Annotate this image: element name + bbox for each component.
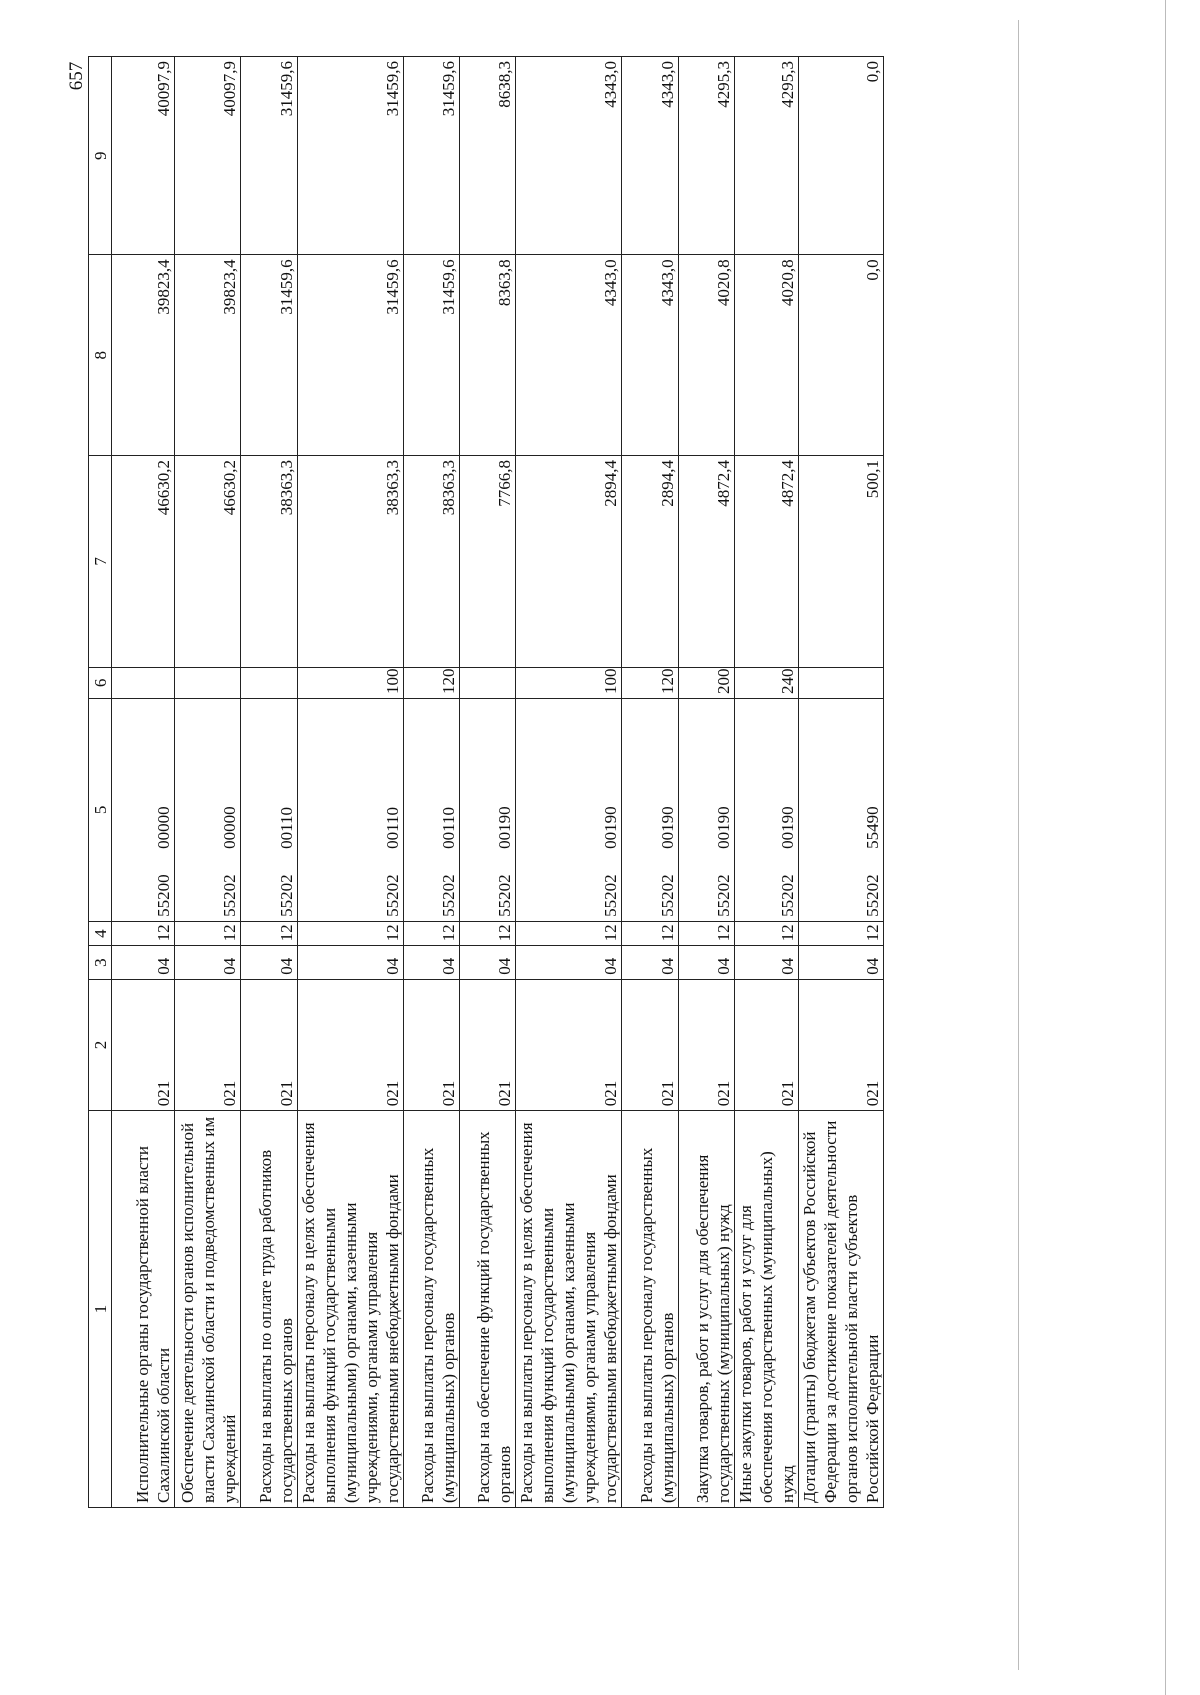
code-expense-type-cell [112, 667, 175, 698]
amount-col9-cell: 40097,9 [112, 57, 175, 255]
amount-col7-cell: 46630,2 [112, 456, 175, 668]
code-section-cell: 04 [460, 946, 516, 979]
code-section-cell: 04 [799, 946, 884, 979]
code-ministry-cell: 021 [460, 979, 516, 1111]
amount-col9-cell: 4295,3 [735, 57, 799, 255]
code-expense-type-cell: 240 [735, 667, 799, 698]
code-ministry-cell: 021 [175, 979, 241, 1111]
code-target-part-b: 00190 [714, 806, 733, 849]
code-expense-type-cell [241, 667, 298, 698]
scan-artifact-line [1018, 20, 1019, 1670]
amount-col9-cell: 4295,3 [679, 57, 735, 255]
amount-col7-cell: 7766,8 [460, 456, 516, 668]
code-section-cell: 04 [298, 946, 404, 979]
code-ministry-cell: 021 [622, 979, 679, 1111]
code-target-cell [622, 698, 679, 921]
scan-artifact-line [1165, 0, 1166, 1695]
code-target-part-a: 55202 [277, 874, 296, 917]
code-section-cell: 04 [241, 946, 298, 979]
row-name-cell: Дотации (гранты) бюджетам субъектов Российской Федерации за достижение показателей деятельности органов исполнительной власти субъектов Российской Федерации [799, 1111, 884, 1508]
amount-col9-cell: 40097,9 [175, 57, 241, 255]
table-row [622, 57, 679, 1508]
amount-col7-cell: 38363,3 [298, 456, 404, 668]
table-row [175, 57, 241, 1508]
row-name-cell: Закупка товаров, работ и услуг для обеспечения государственных (муниципальных) нужд [679, 1111, 735, 1508]
amount-col8-cell: 39823,4 [112, 255, 175, 456]
amount-col7-cell: 4872,4 [679, 456, 735, 668]
code-target-cell [799, 698, 884, 921]
code-target-cell [679, 698, 735, 921]
col-header: 9 [89, 57, 112, 255]
code-section-cell: 04 [679, 946, 735, 979]
amount-col9-cell: 0,0 [799, 57, 884, 255]
code-subsection-cell: 12 [460, 921, 516, 946]
code-target-cell [460, 698, 516, 921]
table-row [516, 57, 622, 1508]
code-section-cell: 04 [404, 946, 460, 979]
code-subsection-cell: 12 [799, 921, 884, 946]
amount-col8-cell: 8363,8 [460, 255, 516, 456]
code-target-part-a: 55202 [383, 874, 402, 917]
code-ministry-cell: 021 [241, 979, 298, 1111]
amount-col7-cell: 4872,4 [735, 456, 799, 668]
code-target-part-a: 55200 [154, 874, 173, 917]
code-target-cell [404, 698, 460, 921]
header-row [89, 57, 112, 1508]
table-row [735, 57, 799, 1508]
col-header: 6 [89, 667, 112, 698]
row-name-cell: Расходы на выплаты персоналу в целях обеспечения выполнения функций государственными (муниципальными) органами, казенными учреждениями, органами управления государственными внебюджетными фондами [298, 1111, 404, 1508]
code-subsection-cell: 12 [735, 921, 799, 946]
amount-col9-cell: 31459,6 [241, 57, 298, 255]
amount-col9-cell: 8638,3 [460, 57, 516, 255]
col-header: 1 [89, 1111, 112, 1508]
amount-col8-cell: 4020,8 [735, 255, 799, 456]
code-ministry-cell: 021 [799, 979, 884, 1111]
budget-table [88, 56, 884, 1508]
amount-col7-cell: 38363,3 [241, 456, 298, 668]
amount-col8-cell: 31459,6 [298, 255, 404, 456]
amount-col8-cell: 0,0 [799, 255, 884, 456]
code-expense-type-cell: 100 [298, 667, 404, 698]
code-expense-type-cell: 120 [404, 667, 460, 698]
amount-col8-cell: 4020,8 [679, 255, 735, 456]
code-target-part-b: 00000 [220, 806, 239, 849]
code-target-cell [175, 698, 241, 921]
code-target-cell [298, 698, 404, 921]
code-subsection-cell: 12 [298, 921, 404, 946]
code-target-part-b: 00190 [778, 806, 797, 849]
row-name-cell: Расходы на выплаты по оплате труда работников государственных органов [241, 1111, 298, 1508]
code-expense-type-cell: 200 [679, 667, 735, 698]
code-target-cell [516, 698, 622, 921]
amount-col7-cell: 500,1 [799, 456, 884, 668]
code-ministry-cell: 021 [735, 979, 799, 1111]
code-expense-type-cell: 100 [516, 667, 622, 698]
table-row [460, 57, 516, 1508]
code-expense-type-cell [460, 667, 516, 698]
code-section-cell: 04 [622, 946, 679, 979]
code-subsection-cell: 12 [516, 921, 622, 946]
code-target-part-a: 55202 [863, 874, 882, 917]
amount-col8-cell: 31459,6 [241, 255, 298, 456]
amount-col9-cell: 4343,0 [622, 57, 679, 255]
amount-col8-cell: 4343,0 [516, 255, 622, 456]
code-target-cell [112, 698, 175, 921]
code-target-part-a: 55202 [778, 874, 797, 917]
code-ministry-cell: 021 [112, 979, 175, 1111]
row-name-cell: Иные закупки товаров, работ и услуг для обеспечения государственных (муниципальных) нужд [735, 1111, 799, 1508]
code-target-part-a: 55202 [220, 874, 239, 917]
amount-col9-cell: 31459,6 [298, 57, 404, 255]
amount-col8-cell: 4343,0 [622, 255, 679, 456]
amount-col7-cell: 38363,3 [404, 456, 460, 668]
code-ministry-cell: 021 [298, 979, 404, 1111]
code-target-part-b: 00110 [277, 806, 296, 849]
code-subsection-cell: 12 [679, 921, 735, 946]
amount-col9-cell: 31459,6 [404, 57, 460, 255]
table-row [112, 57, 175, 1508]
row-name-cell: Исполнительные органы государственной власти Сахалинской области [112, 1111, 175, 1508]
col-header: 3 [89, 946, 112, 979]
code-target-part-b: 00190 [658, 806, 677, 849]
code-target-cell [241, 698, 298, 921]
code-target-part-a: 55202 [714, 874, 733, 917]
col-header: 4 [89, 921, 112, 946]
col-header: 5 [89, 698, 112, 921]
code-subsection-cell: 12 [241, 921, 298, 946]
code-target-part-b: 00190 [495, 806, 514, 849]
code-target-part-b: 00110 [439, 806, 458, 849]
amount-col9-cell: 4343,0 [516, 57, 622, 255]
row-name-cell: Расходы на обеспечение функций государственных органов [460, 1111, 516, 1508]
code-target-part-b: 00190 [601, 806, 620, 849]
code-target-part-a: 55202 [658, 874, 677, 917]
code-subsection-cell: 12 [404, 921, 460, 946]
code-expense-type-cell: 120 [622, 667, 679, 698]
amount-col8-cell: 39823,4 [175, 255, 241, 456]
row-name-cell: Расходы на выплаты персоналу в целях обеспечения выполнения функций государственными (муниципальными) органами, казенными учреждениями, органами управления государственными внебюджетными фондами [516, 1111, 622, 1508]
amount-col7-cell: 46630,2 [175, 456, 241, 668]
code-ministry-cell: 021 [404, 979, 460, 1111]
code-target-part-b: 55490 [863, 806, 882, 849]
row-name-cell: Обеспечение деятельности органов исполнительной власти Сахалинской области и подведомственных им учреждений [175, 1111, 241, 1508]
code-section-cell: 04 [175, 946, 241, 979]
code-subsection-cell: 12 [175, 921, 241, 946]
code-target-part-a: 55202 [495, 874, 514, 917]
col-header: 8 [89, 255, 112, 456]
code-section-cell: 04 [735, 946, 799, 979]
rotated-page [66, 56, 896, 1508]
code-target-part-b: 00110 [383, 806, 402, 849]
code-ministry-cell: 021 [516, 979, 622, 1111]
code-target-part-a: 55202 [439, 874, 458, 917]
row-name-cell: Расходы на выплаты персоналу государственных (муниципальных) органов [404, 1111, 460, 1508]
table-row [679, 57, 735, 1508]
code-ministry-cell: 021 [679, 979, 735, 1111]
code-expense-type-cell [799, 667, 884, 698]
code-target-part-b: 00000 [154, 806, 173, 849]
table-row [241, 57, 298, 1508]
code-section-cell: 04 [112, 946, 175, 979]
table-row [404, 57, 460, 1508]
amount-col8-cell: 31459,6 [404, 255, 460, 456]
table-row [799, 57, 884, 1508]
table-row [298, 57, 404, 1508]
page-number: 657 [66, 61, 87, 91]
code-subsection-cell: 12 [622, 921, 679, 946]
code-section-cell: 04 [516, 946, 622, 979]
code-target-part-a: 55202 [601, 874, 620, 917]
code-subsection-cell: 12 [112, 921, 175, 946]
row-name-cell: Расходы на выплаты персоналу государственных (муниципальных) органов [622, 1111, 679, 1508]
code-expense-type-cell [175, 667, 241, 698]
col-header: 7 [89, 456, 112, 668]
col-header: 2 [89, 979, 112, 1111]
code-target-cell [735, 698, 799, 921]
amount-col7-cell: 2894,4 [516, 456, 622, 668]
amount-col7-cell: 2894,4 [622, 456, 679, 668]
